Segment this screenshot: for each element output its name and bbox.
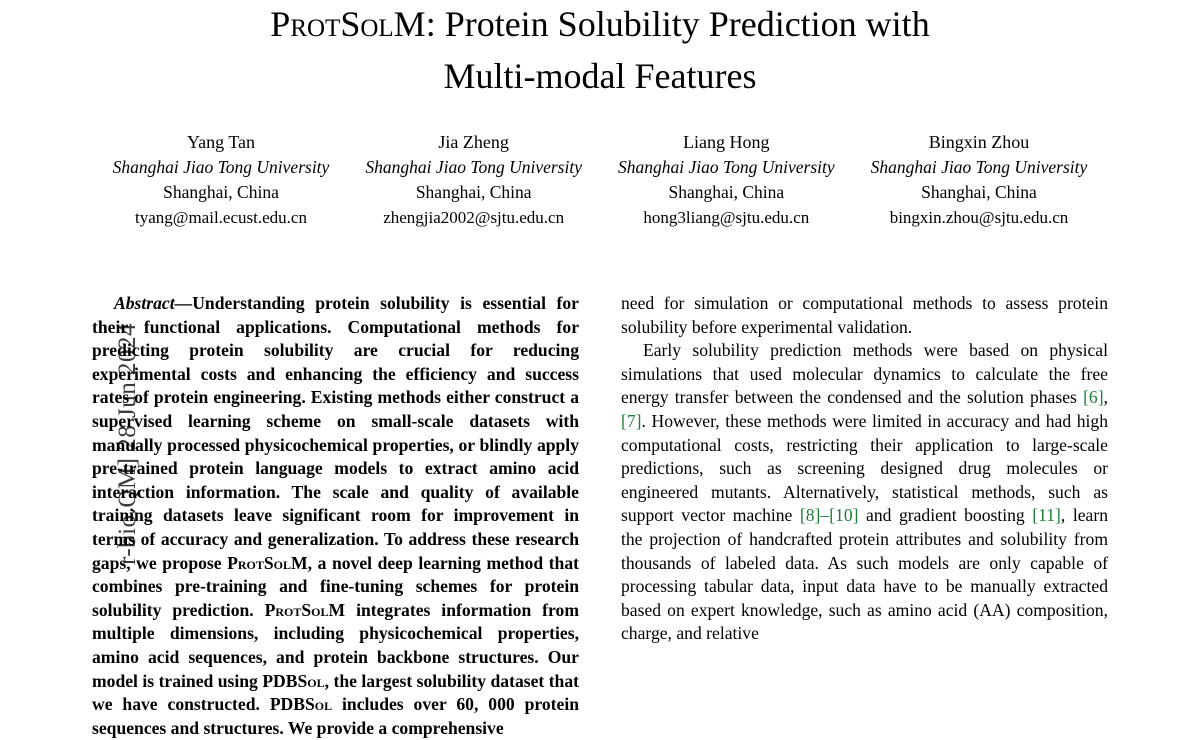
abstract-system-name: ProtSolM — [264, 599, 346, 620]
author-location: Shanghai, China — [163, 182, 279, 202]
author-name: Bingxin Zhou — [928, 132, 1030, 152]
author-list — [95, 130, 1105, 230]
body-paragraph-2 — [621, 339, 1108, 646]
body-text-c: and gradient boosting — [858, 505, 1033, 526]
abstract-text-part2: , a novel deep learning method that combines pre-training and fine-tuning schemes for protein solubility prediction. — [92, 552, 579, 620]
citation-range-dash: – — [820, 505, 830, 526]
author-affiliation: Shanghai Jiao Tong University — [365, 157, 582, 177]
author-location: Shanghai, China — [921, 182, 1037, 202]
abstract-dataset-size: 60, 000 — [456, 694, 515, 715]
body-paragraph-1: need for simulation or computational methods to assess protein solubility before experimental validation. — [621, 293, 1108, 337]
title-line1-rest: : Protein Solubility Prediction with — [425, 4, 930, 44]
abstract-system-name: ProtSolM — [227, 552, 308, 573]
abstract-text-part3: integrates information from multiple dimensions, including physicochemical properties, amino acid sequences, and protein backbone structures. Our model is trained using — [92, 599, 579, 691]
author-email: tyang@mail.ecust.edu.cn — [135, 208, 307, 227]
author-affiliation: Shanghai Jiao Tong University — [112, 157, 330, 177]
body-text-d: , learn the projection of handcrafted protein attributes and solubility from thousands of labeled data. As such models are only capable of processing tabular data, input data have to be manually extracted based on expert knowledge, such as amino acid (AA) composition, charge, and relative — [621, 505, 1108, 644]
abstract-dataset-name: PDBSol — [262, 670, 325, 691]
author-entry — [853, 130, 1105, 230]
author-affiliation: Shanghai Jiao Tong University — [617, 157, 835, 177]
abstract-paragraph — [92, 292, 579, 740]
citation-link-6[interactable]: [6] — [1083, 387, 1104, 408]
citation-separator: , — [1103, 387, 1108, 408]
abstract-label: Abstract — [114, 293, 175, 313]
author-location: Shanghai, China — [668, 182, 785, 202]
citation-link-7[interactable]: [7] — [621, 410, 642, 431]
abstract-text-part5: includes over — [332, 694, 457, 715]
author-name: Liang Hong — [683, 132, 770, 152]
author-email: bingxin.zhou@sjtu.edu.cn — [889, 208, 1069, 227]
abstract-dash: — — [174, 293, 193, 313]
arxiv-identifier-stamp: r-bio.QM] 28 Jun 2024 — [114, 323, 141, 565]
citation-link-8[interactable]: [8] — [799, 505, 821, 526]
citation-link-11[interactable]: [11] — [1032, 505, 1061, 526]
body-text-b: . However, these methods were limited in accuracy and had high computational costs, restricting their application to large-scale predictions, such as screening designed drug molecules or engineered mutants. Alternatively, statistical methods, such as support vector machine — [621, 410, 1108, 526]
author-name: Yang Tan — [186, 132, 256, 152]
title-line2: Multi-modal Features — [443, 56, 757, 96]
author-name: Jia Zheng — [438, 132, 509, 152]
author-email: zhengjia2002@sjtu.edu.cn — [383, 208, 565, 227]
author-location: Shanghai, China — [415, 182, 532, 202]
author-email: hong3liang@sjtu.edu.cn — [643, 208, 810, 227]
left-column — [92, 292, 580, 738]
page-title — [120, 0, 1080, 102]
abstract-text-part4: , the largest solubility dataset that we have constructed. — [92, 670, 579, 715]
abstract-text-part1: Understanding protein solubility is essential for their functional applications. Computational methods for predicting protein solubility are crucial for reducing experimental costs and enhancing the efficiency and success rates of protein engineering. Existing methods either construct a supervised learning scheme on small-scale datasets with manually processed physicochemical properties, or blindly apply pre-trained protein language models to extract amino acid interaction information. The scale and quality of available training datasets leave significant room for improvement in terms of accuracy and generalization. To address these research gaps, we propose — [92, 293, 579, 573]
author-affiliation: Shanghai Jiao Tong University — [870, 157, 1088, 177]
abstract-text-part6: protein sequences and structures. We provide a comprehensive — [92, 694, 580, 738]
author-entry — [600, 130, 852, 230]
abstract-dataset-name: PDBSol — [269, 694, 333, 715]
citation-link-10[interactable]: [10] — [829, 505, 859, 526]
title-system-name: ProtSolM — [270, 4, 426, 44]
two-column-body — [92, 292, 1108, 738]
author-entry — [95, 130, 347, 230]
right-column — [621, 292, 1108, 652]
body-text-a: Early solubility prediction methods were based on physical simulations that used molecular dynamics to calculate the free energy transfer between the condensed and the solution phases — [621, 340, 1108, 408]
author-entry — [348, 130, 600, 230]
